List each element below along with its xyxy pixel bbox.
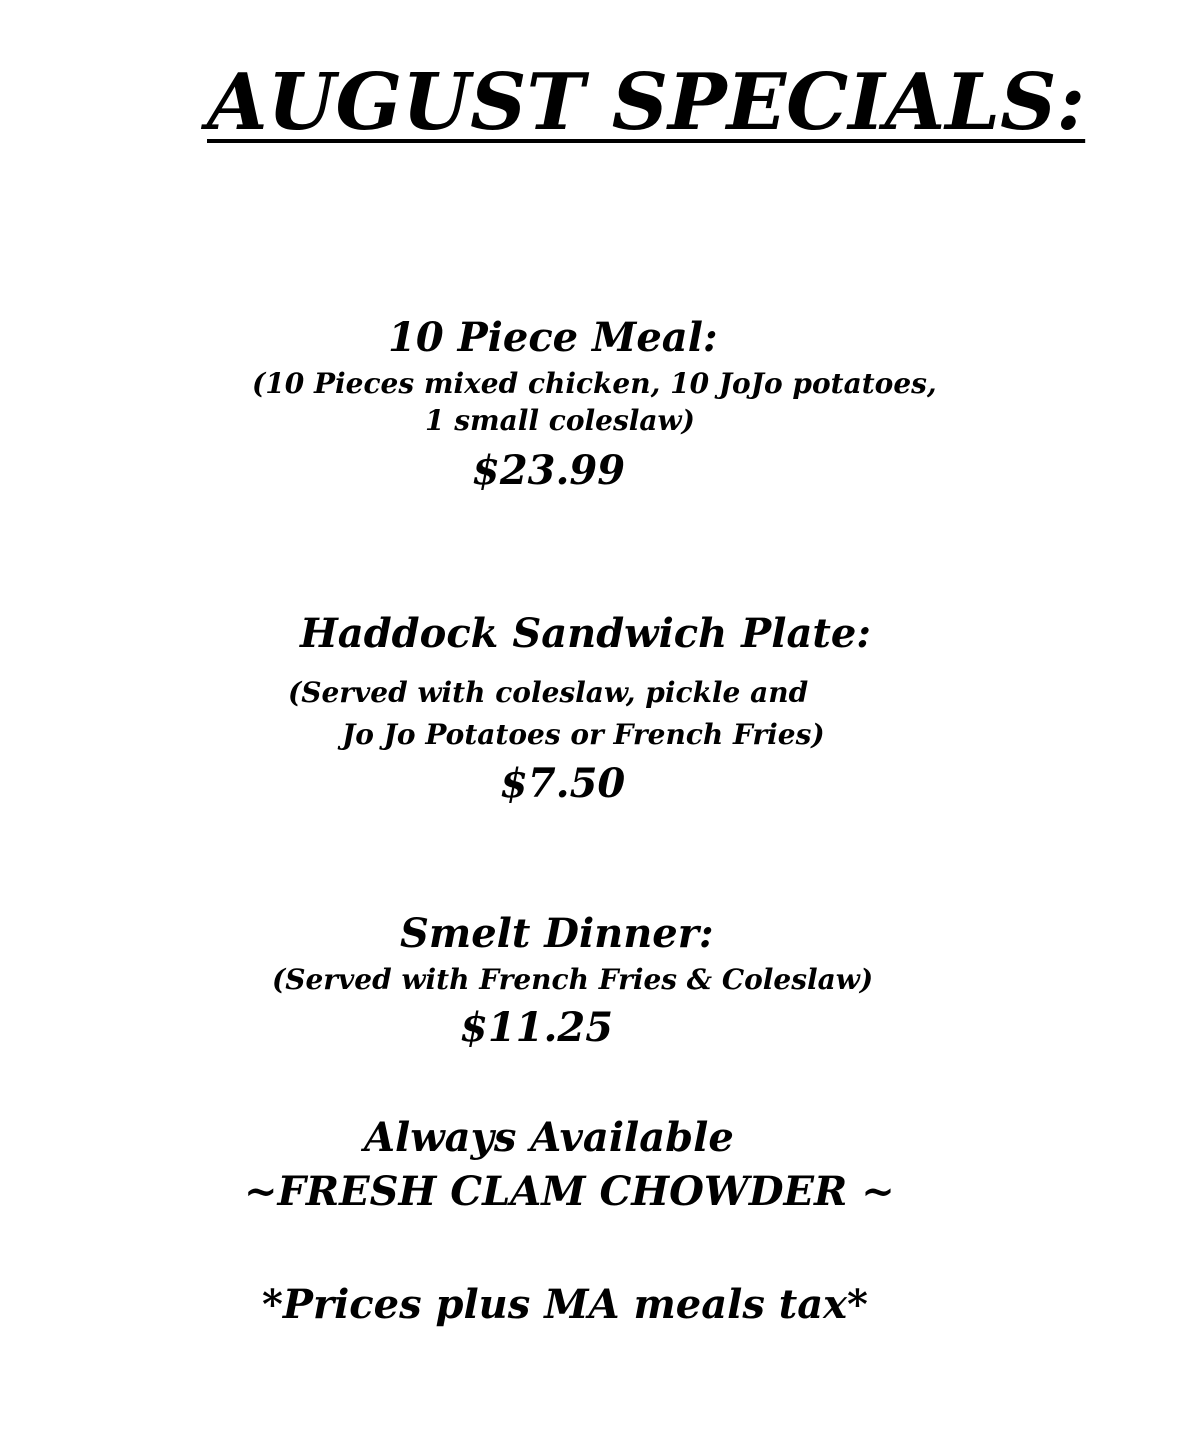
special-price: $23.99 — [472, 447, 626, 494]
special-name: Smelt Dinner: — [400, 910, 714, 957]
special-name: 10 Piece Meal: — [388, 314, 718, 361]
special-description: Jo Jo Potatoes or French Fries) — [342, 718, 825, 751]
special-description: (10 Pieces mixed chicken, 10 JoJo potatoes, — [252, 367, 937, 400]
always-available-label: Always Available — [364, 1114, 734, 1161]
page-title: AUGUST SPECIALS: — [207, 57, 1086, 148]
special-price: $11.25 — [460, 1004, 614, 1051]
always-available-item: ~FRESH CLAM CHOWDER ~ — [244, 1168, 895, 1215]
special-description: (Served with French Fries & Coleslaw) — [272, 963, 874, 996]
special-description: (Served with coleslaw, pickle and — [288, 676, 809, 709]
special-name: Haddock Sandwich Plate: — [300, 610, 872, 657]
special-price: $7.50 — [500, 760, 626, 807]
special-description: 1 small coleslaw) — [425, 404, 695, 437]
tax-note: *Prices plus MA meals tax* — [262, 1281, 868, 1328]
